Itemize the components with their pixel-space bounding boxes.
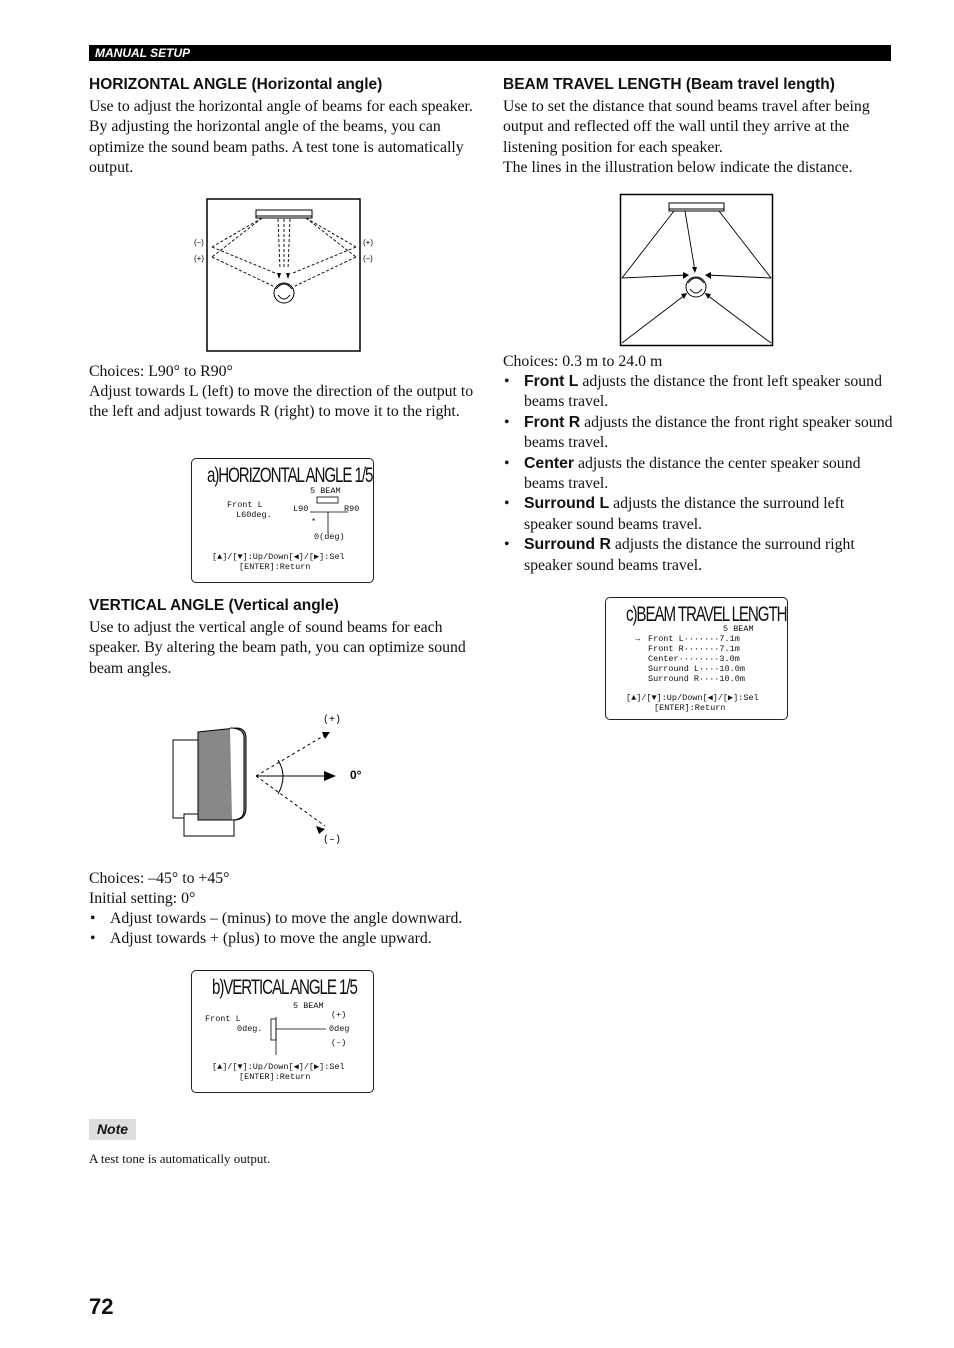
lcd-speaker: Front L (227, 500, 263, 510)
page-number: 72 (89, 1294, 114, 1319)
lcd-marker: * (311, 517, 317, 527)
lcd-beam: 5 BEAM (310, 486, 341, 496)
lcd-minus: (–) (331, 1038, 347, 1048)
minus-label-left: (–) (194, 238, 204, 247)
note-label: Note (89, 1119, 136, 1140)
lcd-speaker: Front L (205, 1014, 241, 1024)
plus-label-left: (+) (194, 254, 204, 263)
lcd-value: 0deg. (237, 1024, 263, 1034)
lcd-angle-bar (270, 1013, 328, 1057)
vertical-initial: Initial setting: 0° (89, 890, 196, 907)
lcd-row-front-l: Front L·······7.1m (648, 634, 740, 644)
vertical-lcd (191, 970, 374, 1093)
lcd-title: b)VERTICAL ANGLE 1/5 (212, 976, 357, 999)
horizontal-choices: Choices: L90° to R90° (89, 363, 233, 380)
beam-travel-diagram (619, 193, 776, 348)
minus-label: (–) (323, 835, 342, 846)
lcd-row-surround-l: Surround L····10.0m (648, 664, 745, 674)
horizontal-intro: Use to adjust the horizontal angle of beams for each speaker. By adjusting the horizontal angle of the beams, you can optimize the sound beam paths. A test tone is automatically output. (89, 98, 473, 177)
lcd-zero: 0(deg) (314, 532, 345, 542)
lcd-beam: 5 BEAM (293, 1001, 324, 1011)
horizontal-heading: HORIZONTAL ANGLE (Horizontal angle) (89, 76, 383, 93)
list-item: • Surround L adjusts the distance the surround left speaker sound beams travel. (503, 494, 895, 535)
vertical-intro: Use to adjust the vertical angle of sound beams for each speaker. By altering the beam path, you can optimize sound beam angles. (89, 619, 466, 677)
header-bar (89, 45, 891, 61)
lcd-nav-hint: [▲]/[▼]:Up/Down[◀]/[▶]:Sel (212, 552, 345, 562)
lcd-row-center: Center········3.0m (648, 654, 740, 664)
section-label: MANUAL SETUP (95, 46, 191, 60)
list-item: • Adjust towards + (plus) to move the angle upward. (89, 929, 489, 949)
lcd-cursor: → (635, 634, 641, 644)
lcd-nav-hint: [▲]/[▼]:Up/Down[◀]/[▶]:Sel (626, 693, 759, 703)
list-item: • Center adjusts the distance the center speaker sound beams travel. (503, 454, 895, 495)
lcd-nav-hint: [▲]/[▼]:Up/Down[◀]/[▶]:Sel (212, 1062, 345, 1072)
lcd-row-surround-r: Surround R····10.0m (648, 674, 745, 684)
lcd-value: L60deg. (236, 510, 272, 520)
lcd-angle-bar (310, 495, 350, 535)
minus-label-right: (–) (363, 254, 373, 263)
list-item: • Surround R adjusts the distance the surround right speaker sound beams travel. (503, 535, 895, 576)
beam-travel-choices: Choices: 0.3 m to 24.0 m (503, 353, 663, 370)
list-item: • Front L adjusts the distance the front left speaker sound beams travel. (503, 372, 895, 413)
note-text: A test tone is automatically output. (89, 1151, 271, 1166)
lcd-beam: 5 BEAM (723, 624, 754, 634)
plus-label: (+) (323, 715, 342, 726)
beam-travel-heading: BEAM TRAVEL LENGTH (Beam travel length) (503, 76, 835, 93)
horizontal-lcd (191, 458, 374, 583)
lcd-right-limit: R90 (344, 504, 360, 514)
horizontal-adjust: Adjust towards L (left) to move the direction of the output to the left and adjust towards R (right) to move it to the right. (89, 383, 474, 421)
lcd-title: c)BEAM TRAVEL LENGTH (626, 603, 787, 626)
lcd-enter-hint: [ENTER]:Return (654, 703, 726, 713)
lcd-enter-hint: [ENTER]:Return (239, 562, 311, 572)
beam-travel-bullets (503, 372, 895, 576)
horizontal-angle-diagram (190, 197, 375, 355)
lcd-left-limit: L90 (293, 504, 309, 514)
list-item: • Adjust towards – (minus) to move the angle downward. (89, 909, 489, 929)
lcd-plus: (+) (331, 1010, 347, 1020)
beam-travel-intro: Use to set the distance that sound beams travel after being output and reflected off the wall until they arrive at the listening position for each speaker. (503, 98, 870, 156)
vertical-heading: VERTICAL ANGLE (Vertical angle) (89, 597, 339, 614)
vertical-bullets (89, 909, 489, 950)
list-item: • Front R adjusts the distance the front right speaker sound beams travel. (503, 413, 895, 454)
lcd-title: a)HORIZONTAL ANGLE 1/5 (207, 464, 373, 487)
vertical-choices: Choices: –45° to +45° (89, 870, 230, 887)
vertical-angle-diagram (170, 708, 370, 848)
beam-travel-lcd (605, 597, 788, 720)
lcd-enter-hint: [ENTER]:Return (239, 1072, 311, 1082)
zero-degree-label: 0° (350, 768, 362, 782)
plus-label-right: (+) (363, 238, 373, 247)
lcd-row-front-r: Front R·······7.1m (648, 644, 740, 654)
lcd-zero: 0deg (329, 1024, 350, 1034)
beam-travel-intro-2: The lines in the illustration below indicate the distance. (503, 159, 853, 176)
